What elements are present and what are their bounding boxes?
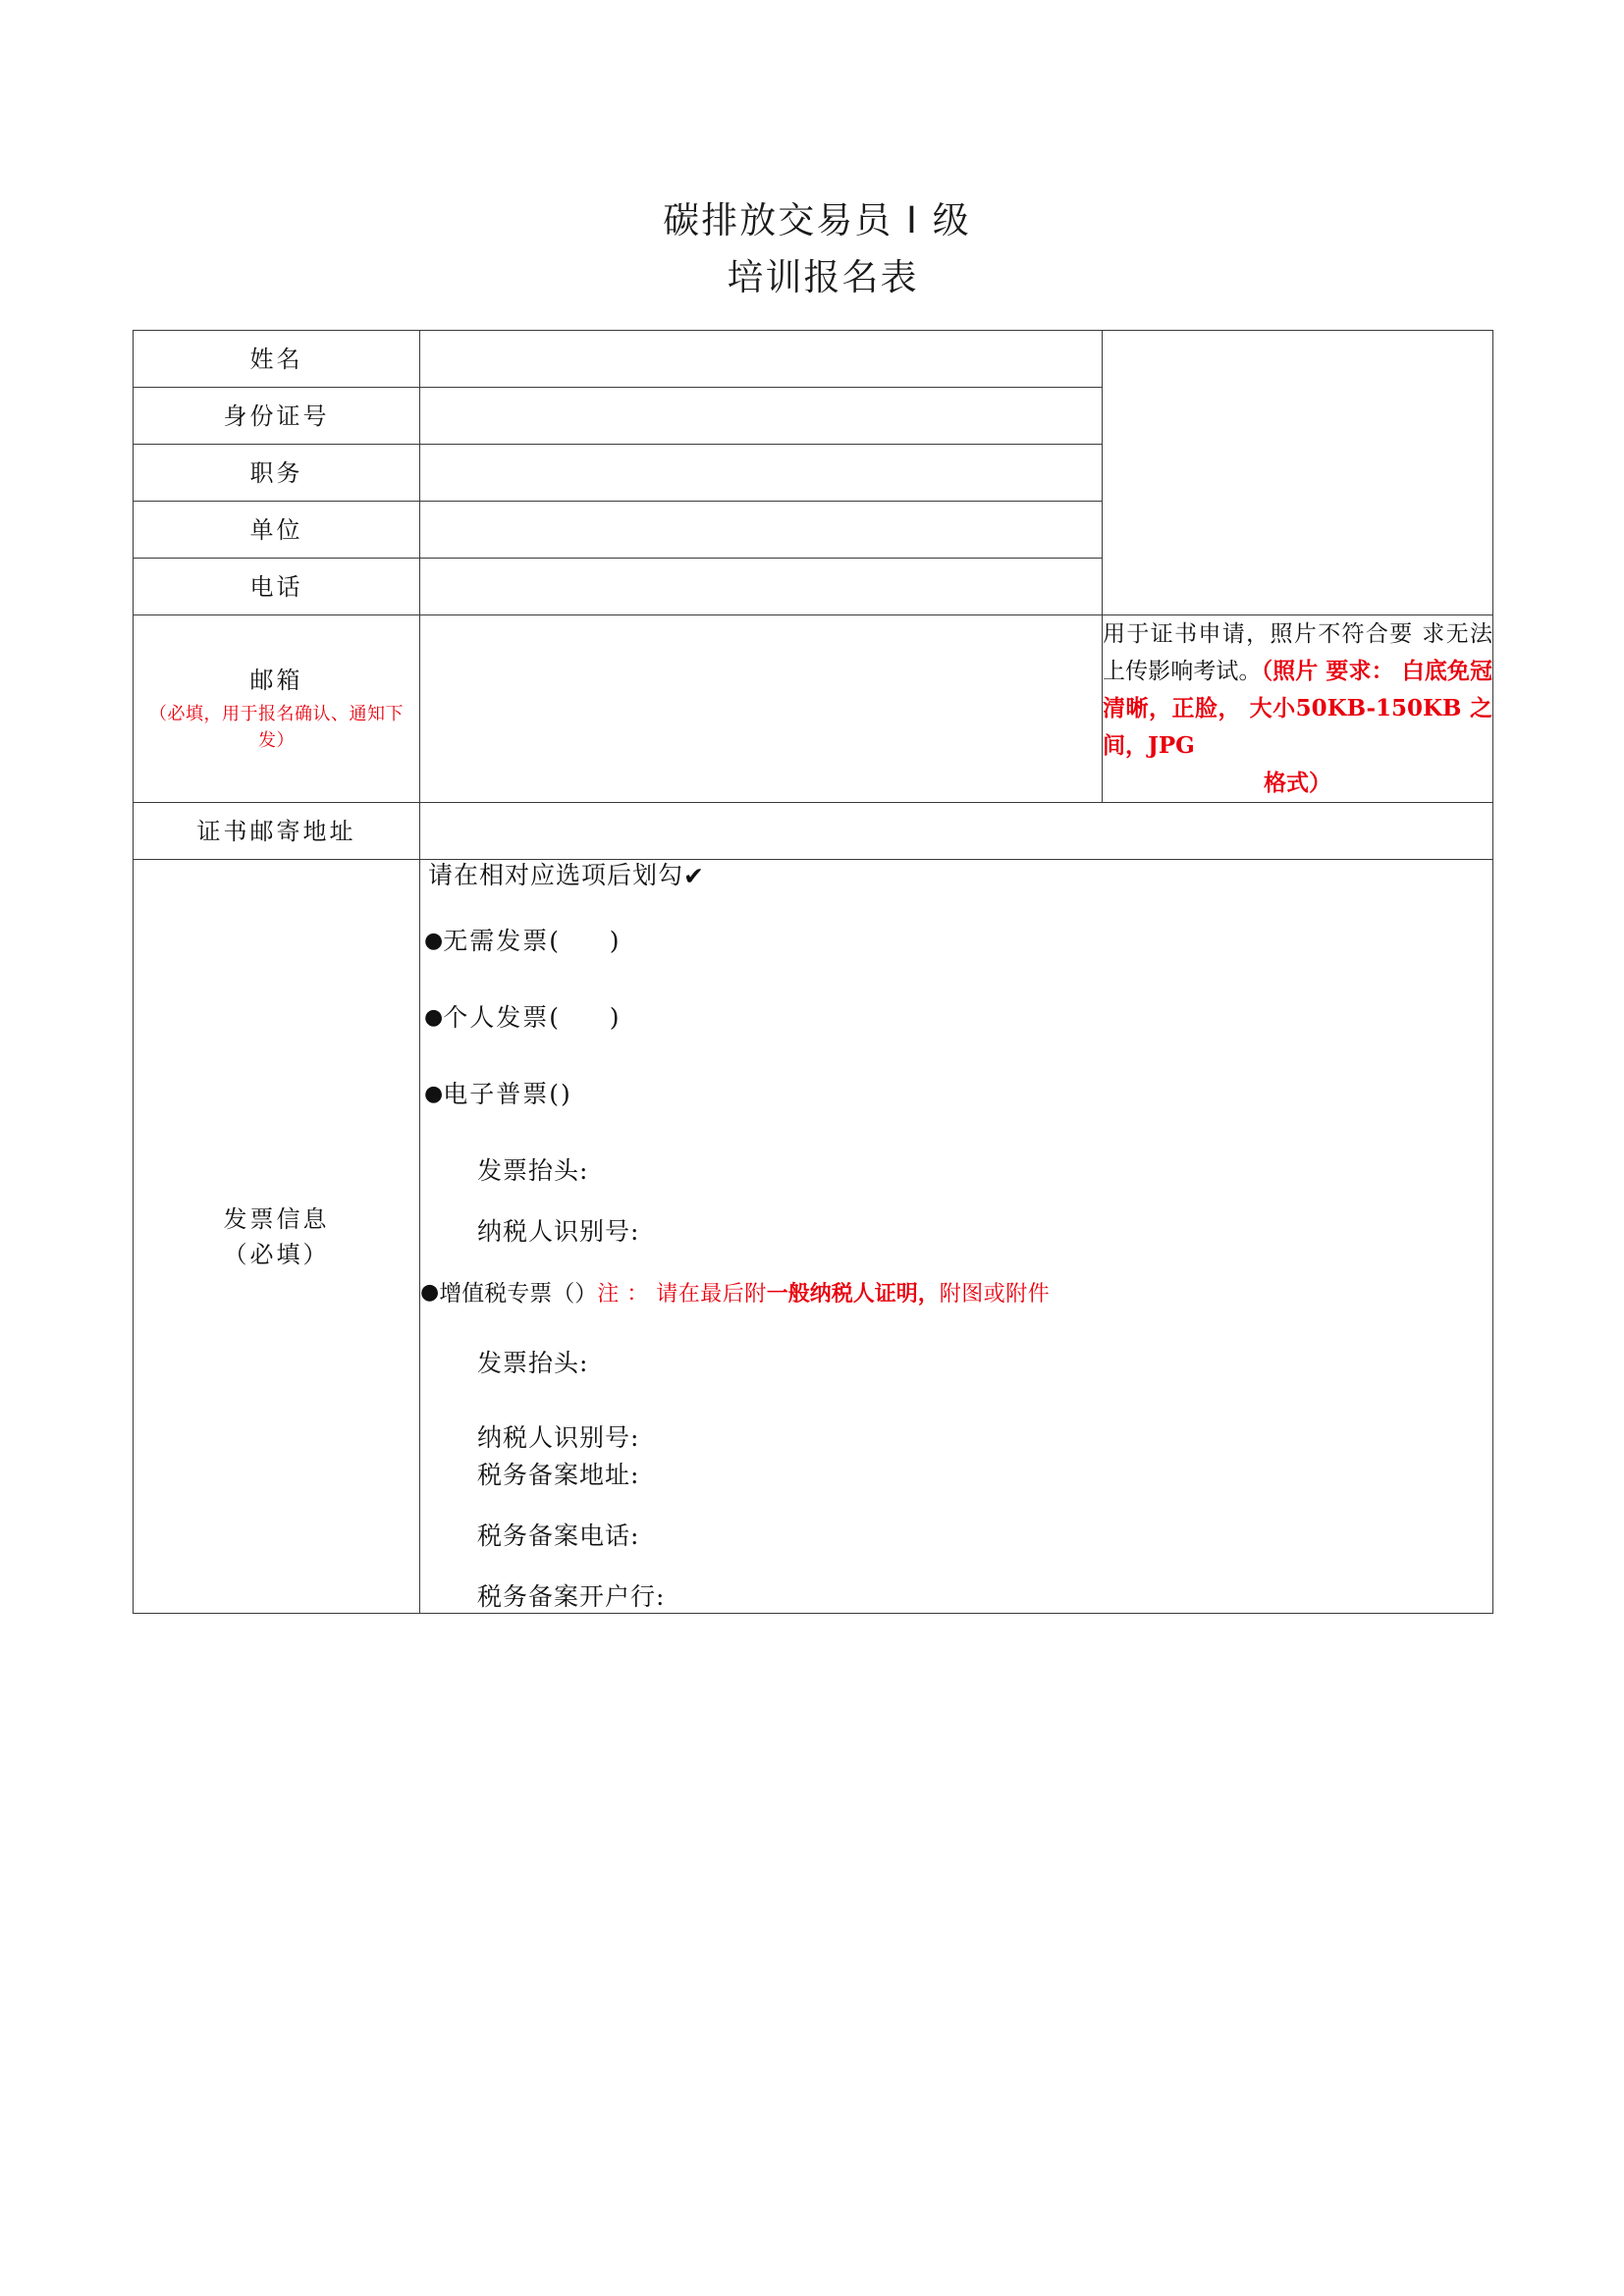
field-label-invoice-info (134, 860, 420, 1614)
label-required-note: （必填） (223, 1240, 330, 1268)
field-taxpayer-id-vat[interactable]: 纳税人识别号: (477, 1423, 640, 1452)
option-label: 无需发票( (443, 927, 561, 955)
option-label: 增值税专票（） (439, 1281, 598, 1307)
photo-note-black: 用于证书申请，照片不符合要 求无法上传影响考试。 (1103, 621, 1492, 684)
label-text: 职务 (249, 458, 303, 487)
registration-form-table (133, 330, 1493, 1614)
field-input-name[interactable] (420, 331, 1103, 388)
option-label: 个人发票( (443, 1003, 561, 1032)
field-tax-registered-bank[interactable]: 税务备案开户行: (477, 1582, 666, 1611)
field-label-position (134, 445, 420, 502)
field-input-id-number[interactable] (420, 388, 1103, 445)
option-label: 电子普票() (443, 1080, 572, 1108)
field-label-email (134, 615, 420, 803)
page-title (0, 192, 1624, 306)
invoice-option-none[interactable] (424, 926, 1492, 957)
field-input-organization[interactable] (420, 502, 1103, 559)
option-checkbox-area[interactable]: ) (560, 927, 622, 955)
photo-note-red-tail: 格式） (1264, 770, 1331, 796)
title-line-primary: 碳排放交易员 Ⅰ 级 (663, 199, 971, 241)
field-input-email[interactable] (420, 615, 1103, 803)
field-invoice-title-vat[interactable]: 发票抬头: (477, 1349, 589, 1377)
label-text: 身份证号 (223, 401, 330, 430)
table-row (134, 860, 1493, 1614)
bullet-icon: ● (420, 1280, 440, 1305)
invoice-option-vat-special[interactable] (420, 1277, 1492, 1310)
label-text: 单位 (249, 515, 303, 544)
invoice-instruction (428, 860, 1492, 892)
photo-requirement-note (1103, 615, 1493, 803)
email-required-note: （必填，用于报名确认、通知下发） (149, 704, 404, 751)
option-checkbox-area[interactable]: ) (560, 1003, 622, 1032)
table-row (134, 331, 1493, 388)
vat-note-emphasis: 一般纳税人证明， (766, 1281, 940, 1307)
field-label-phone (134, 559, 420, 615)
field-invoice-title-electronic[interactable]: 发票抬头: (477, 1156, 589, 1185)
field-label-mailing-address (134, 803, 420, 860)
invoice-info-body (420, 860, 1493, 1614)
invoice-instruction-text: 请在相对应选项后划勾 (428, 861, 684, 889)
label-text: 证书邮寄地址 (196, 817, 356, 845)
checkmark-icon: ✔ (683, 862, 705, 890)
table-row (134, 803, 1493, 860)
invoice-option-electronic[interactable] (424, 1079, 1492, 1110)
photo-note-red: （照片 要求： 白底免冠清晰，正脸， 大小50KB-150KB 之间，JPG (1103, 658, 1492, 759)
field-input-mailing-address[interactable] (420, 803, 1493, 860)
field-label-name (134, 331, 420, 388)
field-tax-registered-address[interactable]: 税务备案地址: (477, 1461, 640, 1489)
label-text: 发票信息 (223, 1204, 330, 1233)
field-taxpayer-id-electronic[interactable]: 纳税人识别号: (477, 1217, 640, 1246)
field-input-position[interactable] (420, 445, 1103, 502)
label-text: 邮箱 (249, 667, 303, 694)
field-input-phone[interactable] (420, 559, 1103, 615)
bullet-icon: ● (424, 929, 444, 953)
bullet-icon: ● (424, 1082, 444, 1106)
bullet-icon: ● (424, 1005, 444, 1030)
field-label-organization (134, 502, 420, 559)
vat-note-prefix: 注 ： 请在最后附 (597, 1282, 767, 1307)
label-text: 电话 (249, 572, 303, 601)
field-tax-registered-phone[interactable]: 税务备案电话: (477, 1522, 640, 1550)
field-label-id-number (134, 388, 420, 445)
table-row (134, 615, 1493, 803)
vat-note-suffix: 附图或附件 (939, 1282, 1051, 1307)
label-text: 姓名 (249, 345, 303, 373)
invoice-option-personal[interactable] (424, 1002, 1492, 1034)
photo-placeholder-cell[interactable] (1103, 331, 1493, 615)
title-line-secondary: 培训报名表 (727, 256, 919, 298)
